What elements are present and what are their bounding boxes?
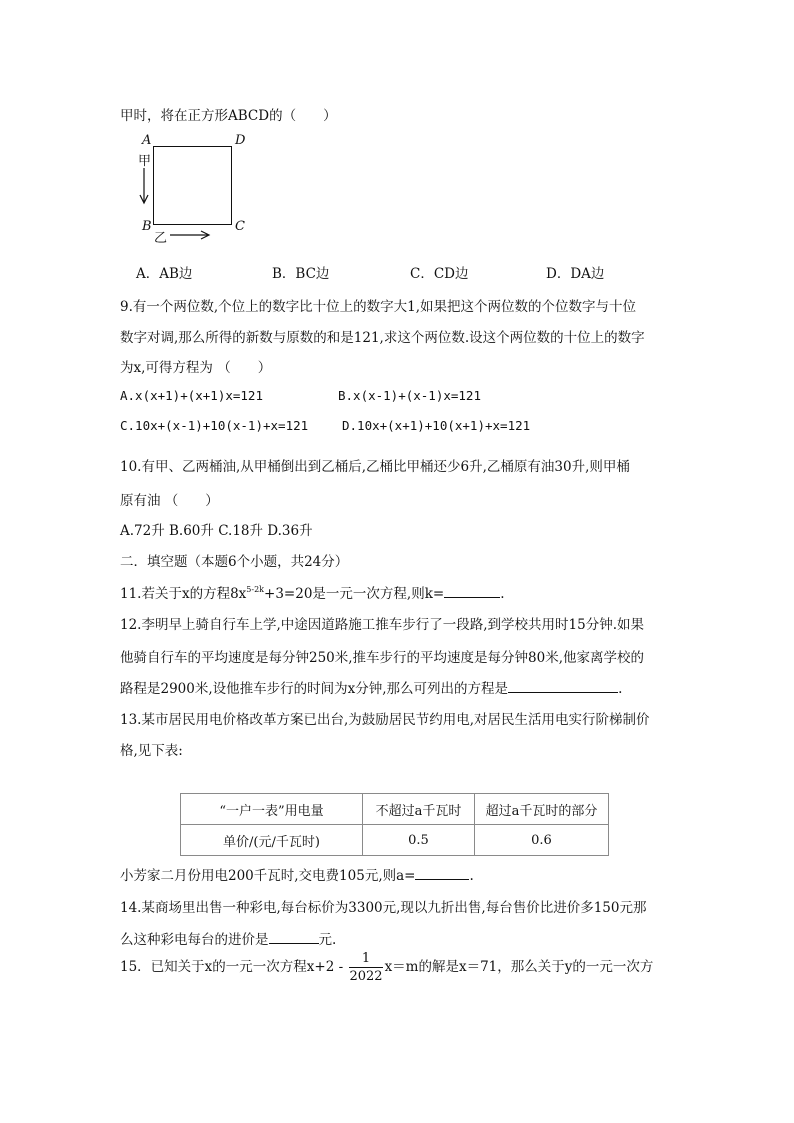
vertex-d-label: D xyxy=(235,133,246,148)
q9-option-d: D.10x+(x+1)+10(x+1)+x=121 xyxy=(342,418,531,433)
q14-text: 么这种彩电每台的进价是 xyxy=(120,932,269,948)
q12-line-1: 12.李明早上骑自行车上学,中途因道路施工推车步行了一段路,到学校共用时15分钟.如果 xyxy=(120,617,645,633)
table-row xyxy=(181,794,609,825)
q11-exponent: 5-2k xyxy=(246,585,265,594)
q13-after-text: 小芳家二月份用电200千瓦时,交电费105元,则a= xyxy=(120,868,416,884)
vertex-b-label: B xyxy=(142,219,152,234)
vertex-c-label: C xyxy=(235,219,245,234)
q10-line-2: 原有油 （ ） xyxy=(120,493,219,509)
q13-after-table xyxy=(120,864,474,884)
q8-option-b: B．BC边 xyxy=(272,266,330,282)
q11-text-pre: 11.若关于x的方程8x xyxy=(120,586,247,602)
q14-line-2 xyxy=(120,928,336,948)
square-figure xyxy=(138,132,246,246)
q11-line xyxy=(120,582,505,602)
q10-options: A.72升 B.60升 C.18升 D.36升 xyxy=(120,523,313,539)
q13-answer-blank[interactable] xyxy=(415,866,469,880)
q14-end: 元. xyxy=(318,932,337,948)
q14-line-1: 14.某商场里出售一种彩电,每台标价为3300元,现以九折出售,每台售价比进价多150元那 xyxy=(120,900,647,916)
q9-line-2: 数字对调,那么所得的新数与原数的和是121,求这个两位数.设这个两位数的十位上的数字 xyxy=(120,330,645,346)
q11-answer-blank[interactable] xyxy=(444,584,500,598)
table-cell: 单价/(元/千瓦时) xyxy=(181,825,363,856)
table-row xyxy=(181,825,609,856)
q12-line-2: 他骑自行车的平均速度是每分钟250米,推车步行的平均速度是每分钟80米,他家离学校的 xyxy=(120,650,645,666)
q9-line-1: 9.有一个两位数,个位上的数字比十位上的数字大1,如果把这个两位数的个位数字与十位 xyxy=(120,299,637,315)
q8-tail-text: 甲时，将在正方形ABCD的（ ） xyxy=(120,108,337,124)
table-cell: 超过a千瓦时的部分 xyxy=(475,794,609,825)
q13-end: . xyxy=(469,868,474,884)
table-cell: 0.6 xyxy=(475,825,609,856)
q12-line-3 xyxy=(120,677,622,697)
q8-option-d: D．DA边 xyxy=(546,266,605,282)
q15-fraction xyxy=(349,950,382,985)
q15-line xyxy=(120,950,653,985)
q11-end: . xyxy=(500,586,505,602)
vertex-a-label: A xyxy=(142,133,152,148)
q8-option-c: C．CD边 xyxy=(410,266,469,282)
q9-line-3: 为x,可得方程为 （ ） xyxy=(120,360,272,376)
table-cell: 不超过a千瓦时 xyxy=(363,794,475,825)
q10-line-1: 10.有甲、乙两桶油,从甲桶倒出到乙桶后,乙桶比甲桶还少6升,乙桶原有油30升,则甲桶 xyxy=(120,459,630,475)
fraction-denominator: 2022 xyxy=(349,969,383,984)
q9-option-a: A.x(x+1)+(x+1)x=121 xyxy=(120,388,263,403)
q13-line-2: 格,见下表: xyxy=(120,743,183,759)
fraction-numerator: 1 xyxy=(349,950,382,968)
q9-option-b: B.x(x-1)+(x-1)x=121 xyxy=(338,388,481,403)
q14-answer-blank[interactable] xyxy=(269,930,319,944)
q12-end: . xyxy=(618,681,623,697)
table-cell: “一户一表”用电量 xyxy=(181,794,363,825)
jia-label: 甲 xyxy=(138,154,152,169)
section-2-heading: 二．填空题（本题6个小题，共24分） xyxy=(120,554,349,570)
table-cell: 0.5 xyxy=(363,825,475,856)
electricity-price-table xyxy=(180,793,609,856)
q12-answer-blank[interactable] xyxy=(508,679,618,693)
q13-line-1: 13.某市居民用电价格改革方案已出台,为鼓励居民节约用电,对居民生活用电实行阶梯制价 xyxy=(120,712,650,728)
q9-option-c: C.10x+(x-1)+10(x-1)+x=121 xyxy=(120,418,309,433)
q12-text: 路程是2900米,设他推车步行的时间为x分钟,那么可列出的方程是 xyxy=(120,681,509,697)
q15-text-post: x＝m的解是x＝71，那么关于y的一元一次方 xyxy=(384,959,654,975)
q8-option-a: A．AB边 xyxy=(136,266,193,282)
q11-text-post: +3=20是一元一次方程,则k= xyxy=(264,586,445,602)
yi-label: 乙 xyxy=(154,231,168,246)
motion-arrows xyxy=(138,132,238,242)
q15-text-pre: 15．已知关于x的一元一次方程x+2 - xyxy=(120,959,344,975)
